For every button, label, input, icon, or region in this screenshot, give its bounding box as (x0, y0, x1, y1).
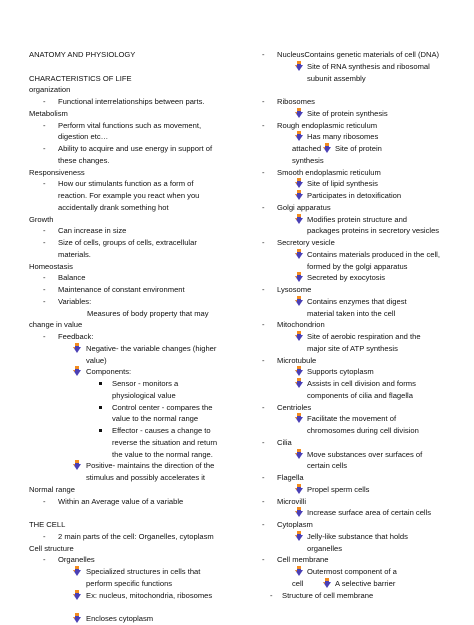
dash-bullet: - (262, 355, 265, 365)
line-text: Outermost component of a (307, 567, 397, 576)
down-arrow-icon (295, 449, 303, 459)
down-arrow-icon (295, 484, 303, 494)
line-text: CHARACTERISTICS OF LIFE (29, 73, 132, 83)
text-line (29, 84, 254, 96)
line-text: Responsiveness (29, 167, 85, 177)
left-column (29, 49, 254, 625)
line-text: ANATOMY AND PHYSIOLOGY (29, 50, 136, 59)
dash-bullet: - (262, 320, 265, 330)
down-arrow-icon (73, 460, 81, 470)
down-arrow-icon (323, 578, 331, 588)
down-arrow-icon (73, 343, 81, 353)
down-arrow-icon (295, 214, 303, 224)
text-line (29, 178, 254, 190)
line-text: stimulus and possibly accelerates it (86, 473, 206, 482)
text-line (29, 272, 254, 284)
down-arrow-icon (295, 413, 303, 423)
line-text: chromosomes during cell division (307, 426, 419, 435)
text-line (29, 284, 254, 296)
square-bullet-icon (99, 406, 102, 409)
text-line (260, 214, 465, 226)
text-line (260, 308, 465, 320)
line-text: physiological value (112, 390, 176, 400)
text-line (260, 449, 465, 461)
blank-line (260, 84, 465, 96)
text-line (260, 202, 465, 214)
line-text: perform specific functions (86, 578, 173, 588)
text-line (29, 543, 254, 555)
text-line (29, 73, 254, 85)
line-text: Homeostasis (29, 261, 73, 271)
line-text: Participates in detoxification (307, 191, 402, 200)
down-arrow-icon (73, 566, 81, 576)
line-text: Site of protein (335, 144, 382, 153)
line-text: attached (292, 144, 322, 153)
text-line (29, 519, 254, 531)
line-text: components of cilia and flagella (307, 390, 413, 400)
line-text: Move substances over surfaces of (307, 449, 423, 459)
line-text: digestion etc… (58, 132, 109, 142)
text-line (29, 237, 254, 249)
dash-bullet: - (262, 555, 265, 565)
line-text: Rough endoplasmic reticulum (277, 120, 378, 130)
down-arrow-icon (73, 613, 81, 623)
text-line (29, 319, 254, 331)
line-text: Negative- the variable changes (higher (86, 343, 217, 353)
line-text: Maintenance of constant environment (58, 285, 185, 294)
text-line (29, 214, 254, 226)
line-text: NucleusContains genetic materials of cell (DNA) (277, 50, 440, 59)
line-text: synthesis (292, 155, 324, 165)
text-line (260, 543, 465, 555)
text-line (29, 249, 254, 261)
down-arrow-icon (295, 296, 303, 306)
text-line (29, 131, 254, 143)
dash-bullet: - (43, 144, 46, 153)
text-line (29, 155, 254, 167)
line-text: Encloses cytoplasm (86, 614, 154, 623)
line-text: Lysosome (277, 285, 312, 294)
down-arrow-icon (295, 61, 303, 71)
text-line (260, 249, 465, 261)
square-bullet-icon (99, 429, 102, 432)
text-line (29, 202, 254, 214)
blank-line (29, 61, 254, 73)
text-line (260, 284, 465, 296)
text-line (260, 131, 465, 143)
line-text: Perform vital functions such as movement, (58, 120, 202, 130)
line-text: 2 main parts of the cell: Organelles, cytoplasm (58, 531, 214, 541)
line-text: Contains enzymes that digest (307, 296, 407, 306)
dash-bullet: - (262, 402, 265, 412)
text-line (29, 531, 254, 543)
line-text: A selective barrier (335, 578, 396, 588)
line-text: change in value (29, 320, 83, 330)
dash-bullet: - (43, 273, 46, 283)
square-bullet-icon (99, 382, 102, 385)
text-line (260, 402, 465, 414)
dash-bullet: - (262, 496, 265, 506)
line-text: reaction. For example you react when you (58, 191, 200, 200)
line-text: cell (292, 578, 304, 588)
line-text: Increase surface area of certain cells (307, 508, 432, 518)
text-line (260, 472, 465, 484)
line-text: Structure of cell membrane (282, 590, 374, 600)
right-column (260, 49, 465, 601)
dash-bullet: - (262, 520, 265, 529)
line-text: Variables: (58, 296, 92, 306)
text-line (260, 355, 465, 367)
dash-bullet: - (43, 332, 46, 341)
line-text: these changes. (58, 155, 110, 165)
line-text: Golgi apparatus (277, 202, 331, 212)
line-text: Can increase in size (58, 226, 127, 236)
line-text: Centrioles (277, 402, 312, 412)
line-text: material taken into the cell (307, 308, 396, 318)
text-line (260, 378, 465, 390)
text-line (260, 566, 465, 578)
line-text: Ribosomes (277, 97, 315, 106)
line-text: major site of ATP synthesis (307, 343, 398, 353)
line-text: Metabolism (29, 108, 68, 118)
text-line (260, 331, 465, 343)
line-text: Cell structure (29, 543, 74, 553)
text-line (260, 390, 465, 402)
text-line (29, 590, 254, 602)
line-text: Site of lipid synthesis (307, 179, 378, 189)
line-text: Secreted by exocytosis (307, 273, 386, 283)
text-line (260, 261, 465, 273)
line-text: Microtubule (277, 355, 317, 365)
line-text: Contains materials produced in the cell, (307, 249, 440, 259)
text-line (29, 484, 254, 496)
line-text: accidentally drank something hot (58, 202, 169, 212)
text-line (260, 49, 465, 61)
down-arrow-icon (295, 249, 303, 259)
down-arrow-icon (295, 178, 303, 188)
down-arrow-icon (295, 366, 303, 376)
text-line (260, 437, 465, 449)
text-line (29, 143, 254, 155)
dash-bullet: - (43, 97, 46, 106)
down-arrow-icon (73, 590, 81, 600)
dash-bullet: - (262, 167, 265, 177)
text-line (260, 96, 465, 108)
text-line (260, 507, 465, 519)
blank-line (29, 507, 254, 519)
text-line (260, 225, 465, 237)
line-text: Jelly-like substance that holds (307, 531, 408, 541)
line-text: certain cells (307, 461, 348, 471)
text-line (260, 108, 465, 120)
line-text: Site of protein synthesis (307, 108, 388, 118)
line-text: Smooth endoplasmic reticulum (277, 167, 381, 177)
text-line (260, 155, 465, 167)
line-text: Size of cells, groups of cells, extracellular (58, 238, 197, 247)
down-arrow-icon (295, 131, 303, 141)
line-text: Facilitate the movement of (307, 414, 397, 424)
down-arrow-icon (295, 531, 303, 541)
line-text: Ex: nucleus, mitochondria, ribosomes (86, 590, 213, 600)
line-text: Feedback: (58, 332, 94, 341)
dash-bullet: - (262, 50, 265, 59)
text-line (260, 343, 465, 355)
text-line (260, 413, 465, 425)
dash-bullet: - (262, 473, 265, 482)
dash-bullet: - (43, 555, 46, 565)
dash-bullet: - (43, 285, 46, 294)
line-text: Flagella (277, 473, 304, 482)
line-text: packages proteins in secretory vesicles (307, 226, 440, 236)
dash-bullet: - (262, 202, 265, 212)
line-text: Growth (29, 214, 54, 224)
down-arrow-icon (295, 331, 303, 341)
line-text: Components: (86, 367, 132, 377)
line-text: Functional interrelationships between parts. (58, 97, 205, 106)
line-text: Propel sperm cells (307, 484, 370, 494)
text-line (29, 472, 254, 484)
dash-bullet: - (43, 120, 46, 130)
text-line (29, 578, 254, 590)
down-arrow-icon (295, 566, 303, 576)
text-line (260, 167, 465, 179)
text-line (260, 178, 465, 190)
line-text: Mitochondrion (277, 320, 325, 330)
text-line (29, 225, 254, 237)
text-line (260, 554, 465, 566)
text-line (29, 613, 254, 625)
text-line (29, 190, 254, 202)
text-line (260, 272, 465, 284)
line-text: subunit assembly (307, 73, 366, 83)
text-line (29, 96, 254, 108)
line-text: Control center - compares the (112, 402, 213, 412)
text-line (29, 413, 254, 425)
down-arrow-icon (323, 143, 331, 153)
dash-bullet: - (262, 437, 265, 447)
line-text: Site of RNA synthesis and ribosomal (307, 61, 430, 71)
line-text: Normal range (29, 484, 76, 494)
line-text: Assists in cell division and forms (307, 379, 416, 388)
text-line (260, 590, 465, 602)
line-text: Sensor - monitors a (112, 379, 179, 388)
text-line (260, 190, 465, 202)
text-line (29, 378, 254, 390)
line-text: organelles (307, 543, 343, 553)
text-line (260, 425, 465, 437)
text-line (29, 425, 254, 437)
text-line (260, 61, 465, 73)
text-line (29, 390, 254, 402)
line-text: organization (29, 85, 71, 95)
text-line (29, 296, 254, 308)
dash-bullet: - (262, 97, 265, 106)
text-line (29, 496, 254, 508)
dash-bullet: - (43, 296, 46, 306)
down-arrow-icon (295, 507, 303, 517)
dash-bullet: - (43, 531, 46, 541)
down-arrow-icon (295, 272, 303, 282)
line-text: Microvilli (277, 496, 307, 506)
down-arrow-icon (295, 378, 303, 388)
line-text: Cytoplasm (277, 520, 313, 529)
text-line (29, 343, 254, 355)
line-text: formed by the golgi apparatus (307, 261, 408, 271)
dash-bullet: - (262, 285, 265, 294)
dash-bullet: - (43, 179, 46, 189)
line-text: How our stimulants function as a form of (58, 179, 194, 189)
text-line (29, 566, 254, 578)
text-line (29, 355, 254, 367)
text-line (29, 331, 254, 343)
line-text: Cilia (277, 437, 292, 447)
text-line (260, 496, 465, 508)
down-arrow-icon (73, 366, 81, 376)
line-text: materials. (58, 249, 91, 259)
text-line (260, 120, 465, 132)
text-line (260, 484, 465, 496)
line-text: Effector - causes a change to (112, 426, 211, 435)
text-line (29, 167, 254, 179)
text-line (260, 319, 465, 331)
text-line (260, 73, 465, 85)
line-text: Modifies protein structure and (307, 214, 408, 224)
line-text: Within an Average value of a variable (58, 496, 184, 506)
dash-bullet: - (262, 120, 265, 130)
text-line (29, 366, 254, 378)
dash-bullet: - (270, 590, 273, 600)
text-line (29, 449, 254, 461)
text-line (260, 460, 465, 472)
text-line (29, 460, 254, 472)
text-line (29, 108, 254, 120)
text-line (29, 49, 254, 61)
line-text: Organelles (58, 555, 95, 565)
text-line (260, 519, 465, 531)
text-line (29, 120, 254, 132)
text-line (260, 531, 465, 543)
line-text: Positive- maintains the direction of the (86, 461, 215, 471)
line-text: Measures of body property that may (87, 308, 209, 318)
line-text: Balance (58, 273, 86, 283)
text-line (260, 143, 465, 155)
down-arrow-icon (295, 190, 303, 200)
blank-line (29, 601, 254, 613)
line-text: the value to the normal range. (112, 449, 213, 459)
line-text: value to the normal range (112, 414, 199, 424)
text-line (260, 237, 465, 249)
line-text: Supports cytoplasm (307, 367, 374, 377)
line-text: Cell membrane (277, 555, 329, 565)
text-line (260, 578, 465, 590)
down-arrow-icon (295, 108, 303, 118)
text-line (29, 402, 254, 414)
line-text: Site of aerobic respiration and the (307, 332, 421, 341)
text-line (260, 296, 465, 308)
text-line (260, 366, 465, 378)
line-text: reverse the situation and return (112, 437, 218, 447)
text-line (29, 261, 254, 273)
line-text: Ability to acquire and use energy in support of (58, 144, 213, 153)
line-text: Secretory vesicle (277, 238, 335, 247)
line-text: value) (86, 355, 107, 365)
line-text: Specialized structures in cells that (86, 567, 201, 576)
line-text: Has many ribosomes (307, 132, 379, 142)
dash-bullet: - (43, 238, 46, 247)
text-line (29, 437, 254, 449)
text-line (29, 554, 254, 566)
dash-bullet: - (43, 496, 46, 506)
dash-bullet: - (43, 226, 46, 236)
text-line (29, 308, 254, 320)
line-text: THE CELL (29, 520, 66, 529)
dash-bullet: - (262, 238, 265, 247)
